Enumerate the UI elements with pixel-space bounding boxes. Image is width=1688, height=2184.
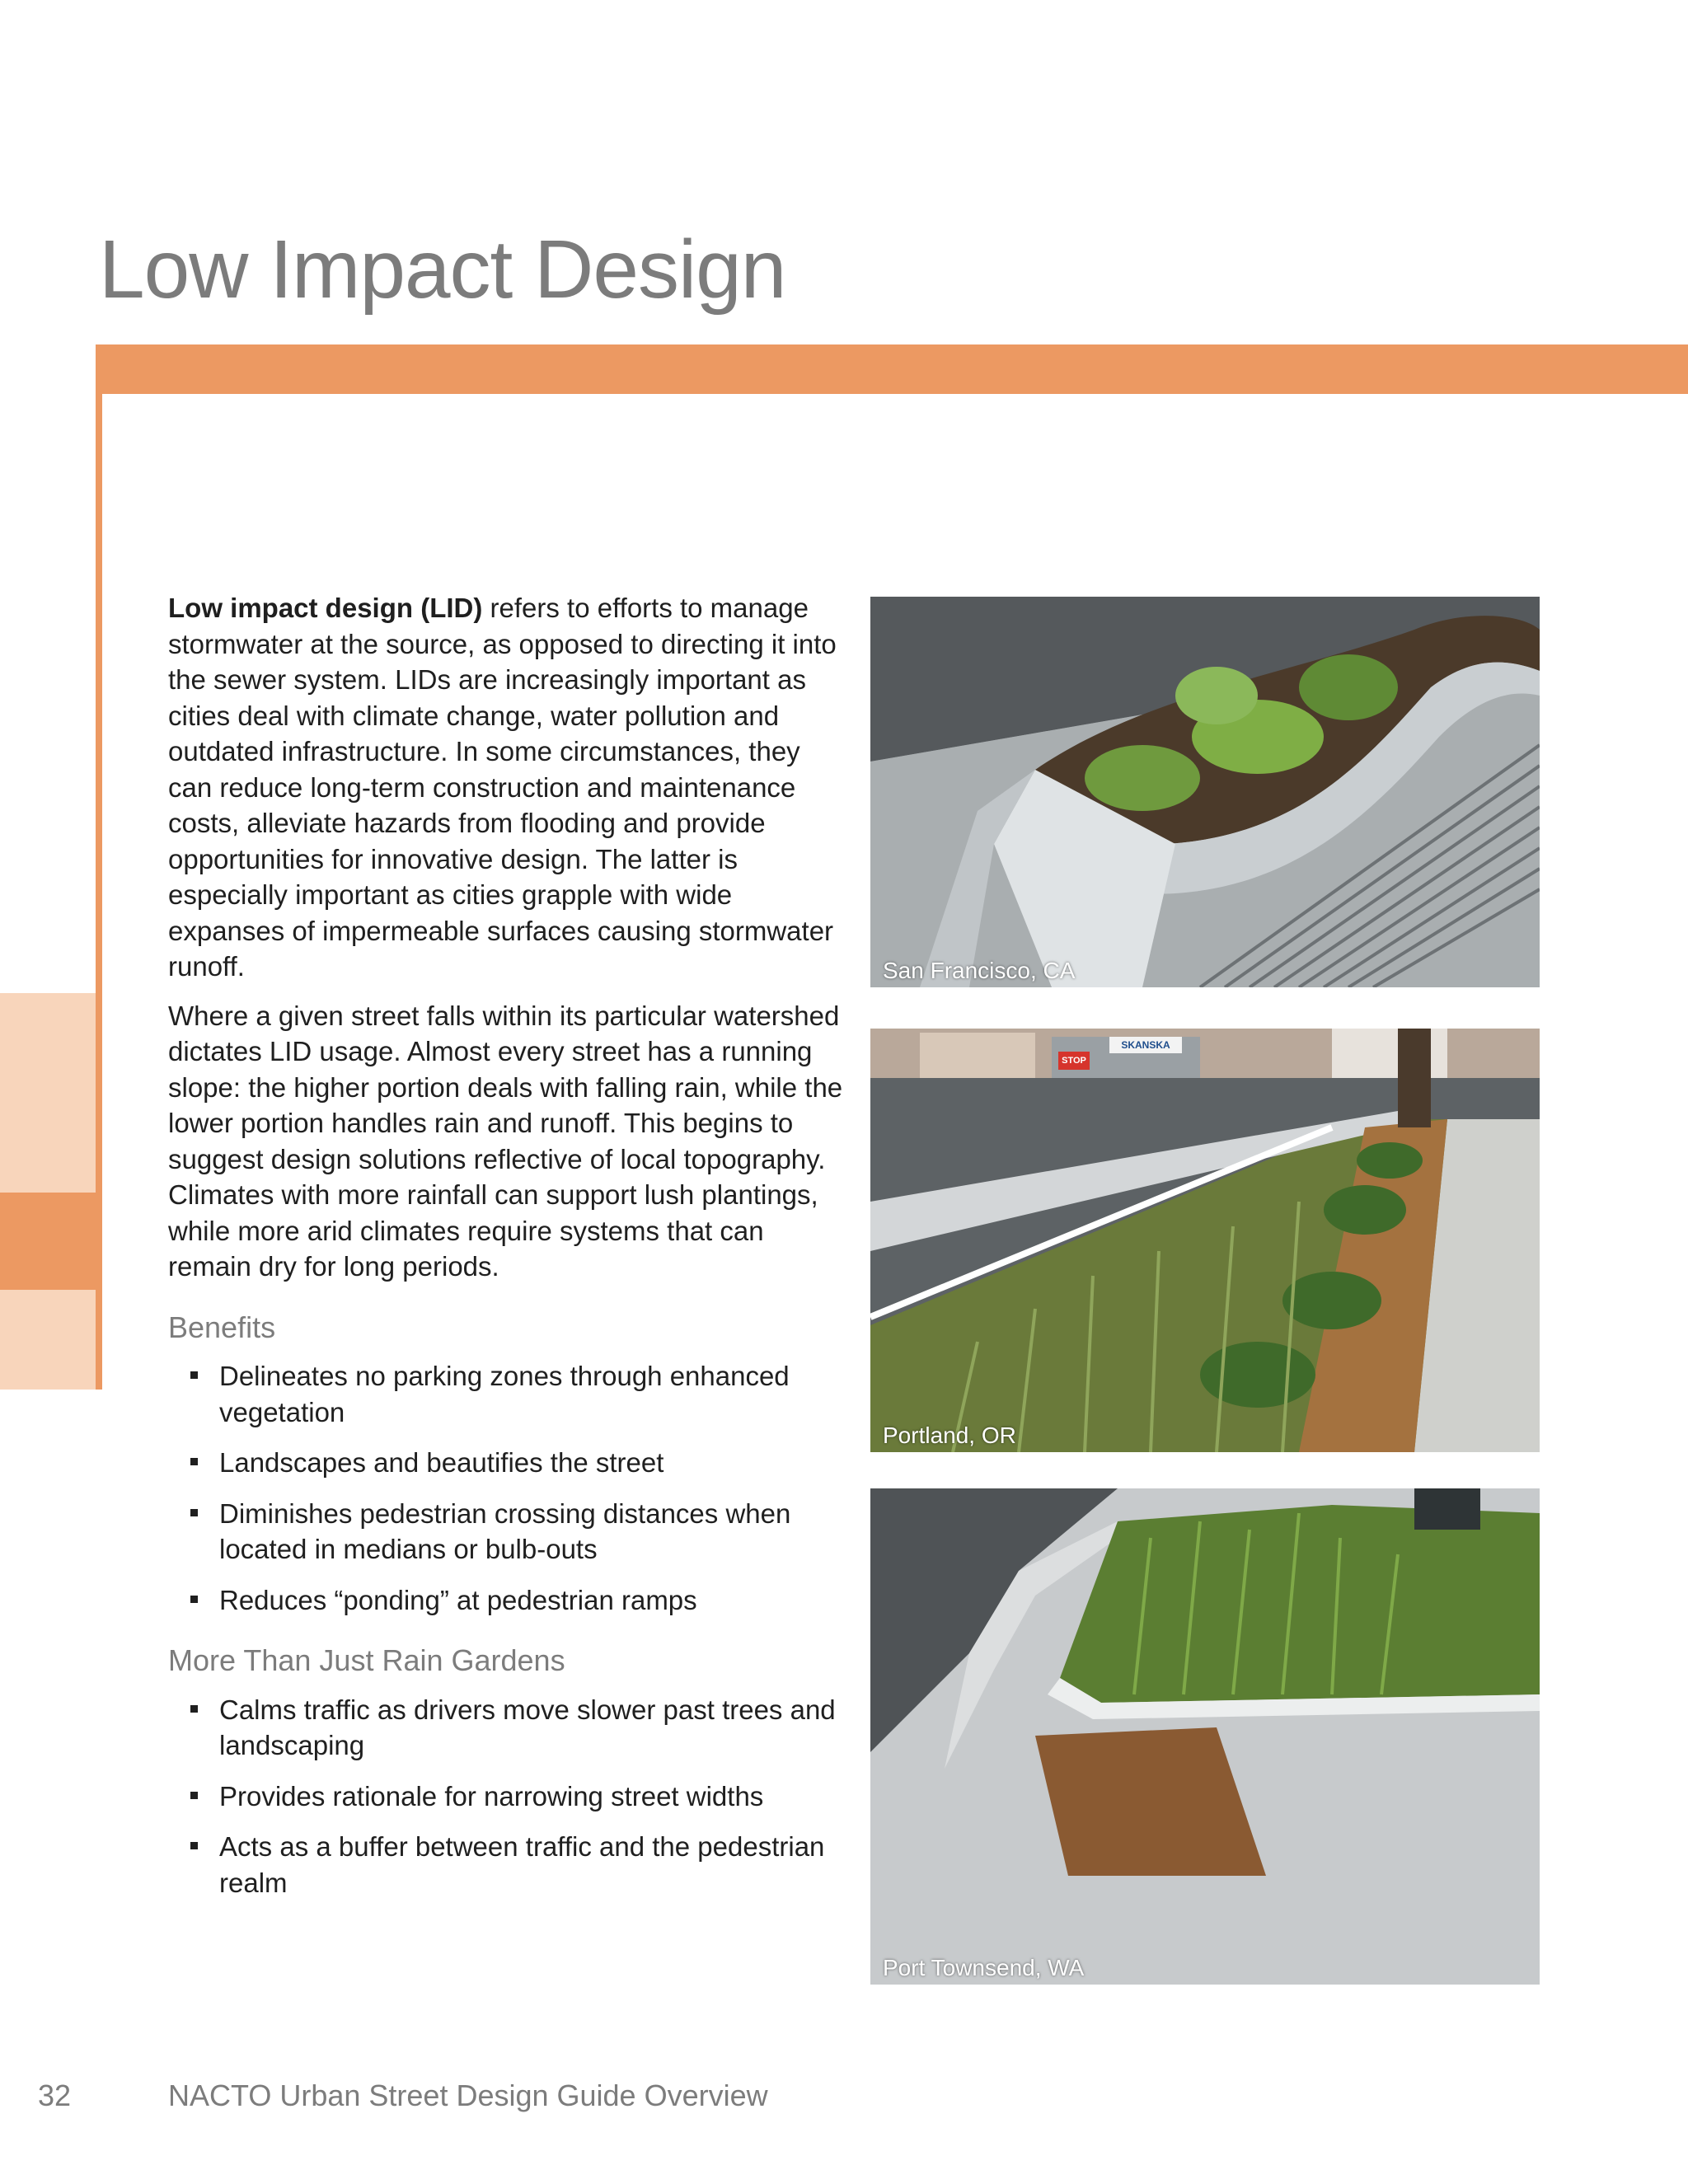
list-item <box>168 1779 844 1815</box>
more-list <box>168 1692 844 1901</box>
list-item-text: Diminishes pedestrian crossing distances when located in medians or bulb-outs <box>219 1497 791 1564</box>
header-band <box>96 344 1688 394</box>
intro-paragraph <box>168 590 844 985</box>
bullet-icon <box>190 1842 198 1849</box>
intro-lead: Low impact design (LID) <box>168 593 483 623</box>
construction-sign: SKANSKA <box>1109 1037 1182 1053</box>
list-item-text: Landscapes and beautifies the street <box>219 1447 664 1478</box>
photo-portland-illustration <box>870 1029 1540 1452</box>
vertical-rule <box>96 394 102 1390</box>
side-tab-light-top <box>0 993 96 1193</box>
side-tab-light-bottom <box>0 1290 96 1390</box>
photo-san-francisco-illustration <box>870 597 1540 987</box>
footer-title: NACTO Urban Street Design Guide Overview <box>168 2079 768 2112</box>
benefits-heading: Benefits <box>168 1310 276 1344</box>
list-item <box>168 1445 844 1481</box>
list-item <box>168 1692 844 1764</box>
body-text-column <box>168 590 844 1915</box>
photo-port-townsend-illustration <box>870 1488 1540 1985</box>
list-item <box>168 1496 844 1568</box>
list-item <box>168 1582 844 1619</box>
list-item <box>168 1829 844 1900</box>
watershed-paragraph: Where a given street falls within its particular watershed dictates LID usage. Almost every street has a running slope: the higher portion deals with falling rain, while the lower portion handles rain and runoff. This begins to suggest design solutions reflective of local topography. Climates with more rainfall can support lush plantings, while more arid climates require systems that can remain dry for long periods. <box>168 1000 843 1282</box>
bullet-icon <box>190 1705 198 1713</box>
photo-caption: San Francisco, CA <box>883 958 1076 983</box>
more-heading: More Than Just Rain Gardens <box>168 1643 565 1677</box>
bullet-icon <box>190 1596 198 1603</box>
side-tab-active <box>0 1193 96 1290</box>
list-item-text: Delineates no parking zones through enhanced vegetation <box>219 1361 790 1427</box>
benefits-list <box>168 1358 844 1618</box>
bullet-icon <box>190 1509 198 1516</box>
list-item-text: Provides rationale for narrowing street widths <box>219 1780 764 1811</box>
photo-caption: Portland, OR <box>883 1422 1016 1448</box>
list-item-text: Calms traffic as drivers move slower past trees and landscaping <box>219 1694 836 1760</box>
list-item <box>168 1358 844 1430</box>
stop-sign: STOP <box>1058 1052 1090 1070</box>
list-item-text: Reduces “ponding” at pedestrian ramps <box>219 1584 697 1615</box>
list-item-text: Acts as a buffer between traffic and the pedestrian realm <box>219 1831 825 1898</box>
photo-port-townsend <box>870 1488 1540 1985</box>
bullet-icon <box>190 1458 198 1465</box>
photo-san-francisco <box>870 597 1540 987</box>
bullet-icon <box>190 1792 198 1799</box>
photo-portland <box>870 1029 1540 1452</box>
bullet-icon <box>190 1371 198 1379</box>
page-title: Low Impact Design <box>99 223 786 316</box>
intro-text: refers to efforts to manage stormwater at the source, as opposed to directing it into the sewer system. LIDs are increasingly important as cities deal with climate change, water pollution and outdated infrastructure. In some circumstances, they can reduce long-term construction and maintenance costs, alleviate hazards from flooding and provide opportunities for innovative design. The latter is especially important as cities grapple with wide expanses of impermeable surfaces causing stormwater runoff. <box>168 593 837 982</box>
page-number: 32 <box>38 2079 72 2112</box>
photo-caption: Port Townsend, WA <box>883 1955 1085 1980</box>
